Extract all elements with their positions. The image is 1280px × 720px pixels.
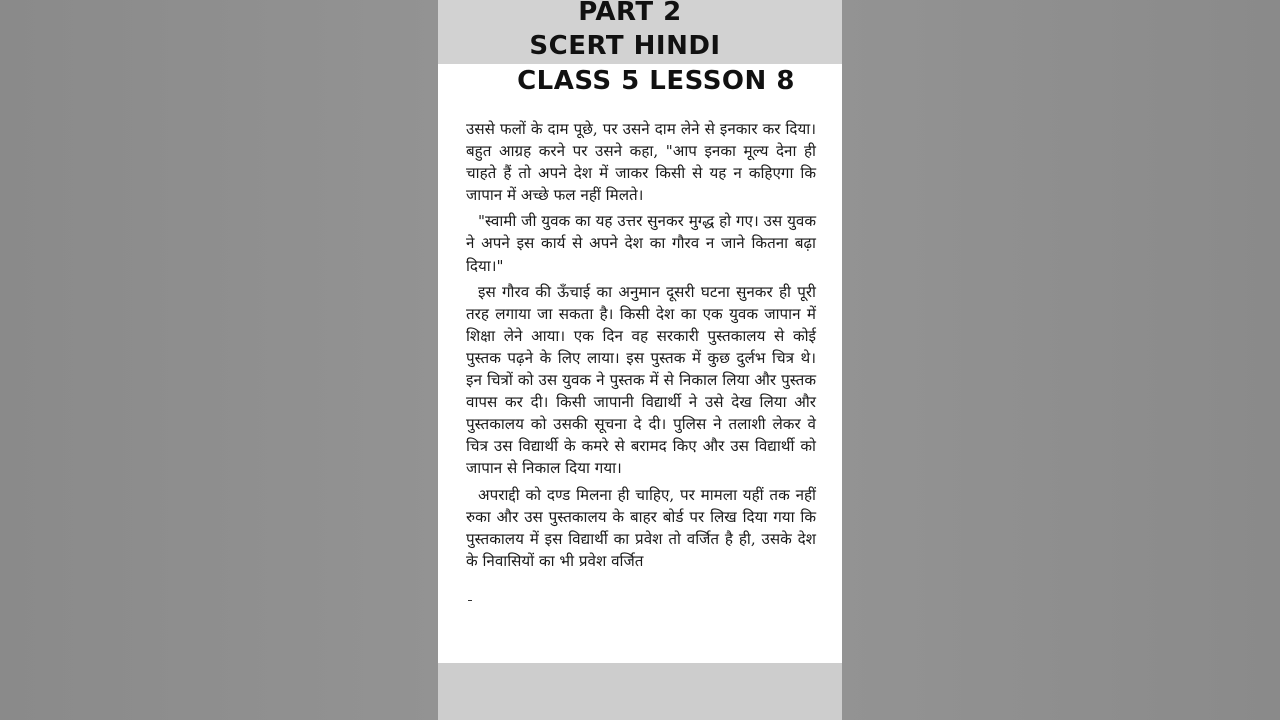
paragraph-3: इस गौरव की ऊँचाई का अनुमान दूसरी घटना सुनकर ही पूरी तरह लगाया जा सकता है। किसी देश का एक युवक जापान में शिक्षा लेने आया। एक दिन वह सरकारी पुस्तकालय से कोई पुस्तक पढ़ने के लिए लाया। इस पुस्तक में कुछ दुर्लभ चित्र थे। इन चित्रों को उस युवक ने पुस्तक में से निकाल लिया और पुस्तक वापस कर दी। किसी जापानी विद्यार्थी ने उसे देख लिया और पुस्तकालय को उसकी सूचना दे दी। पुलिस ने तलाशी लेकर वे चित्र उस विद्यार्थी के कमरे से बरामद किए और उस विद्यार्थी को जापान से निकाल दिया गया।: [466, 282, 816, 478]
title-lesson: CLASS 5 LESSON 8: [517, 66, 795, 96]
title-part: PART 2: [578, 0, 682, 27]
video-frame: [438, 0, 842, 720]
paragraph-4: अपराद्दी को दण्ड मिलना ही चाहिए, पर मामला यहीं तक नहीं रुका और उस पुस्तकालय के बाहर बोर्ड पर लिख दिया गया कि पुस्तकालय में इस विद्यार्थी का प्रवेश तो वर्जित है ही, उसके देश के निवासियों का भी प्रवेश वर्जित: [466, 485, 816, 570]
left-background: [0, 0, 438, 720]
bottom-band: [438, 663, 842, 720]
lesson-text: [466, 118, 816, 576]
paragraph-1: उससे फलों के दाम पूछे, पर उसने दाम लेने से इनकार कर दिया। बहुत आग्रह करने पर उसने कहा, "आप इनका मूल्य देना ही चाहते हैं तो अपने देश में जाकर किसी से यह न कहिएगा कि जापान में अच्छे फल नहीं मिलते।: [466, 120, 816, 205]
page-cut-mark: [468, 600, 472, 601]
paragraph-2: "स्वामी जी युवक का यह उत्तर सुनकर मुग्द्ध हो गए। उस युवक ने अपने इस कार्य से अपने देश का गौरव न जाने कितना बढ़ा दिया।": [466, 212, 816, 275]
title-subject: SCERT HINDI: [529, 31, 721, 61]
right-background: [842, 0, 1280, 720]
